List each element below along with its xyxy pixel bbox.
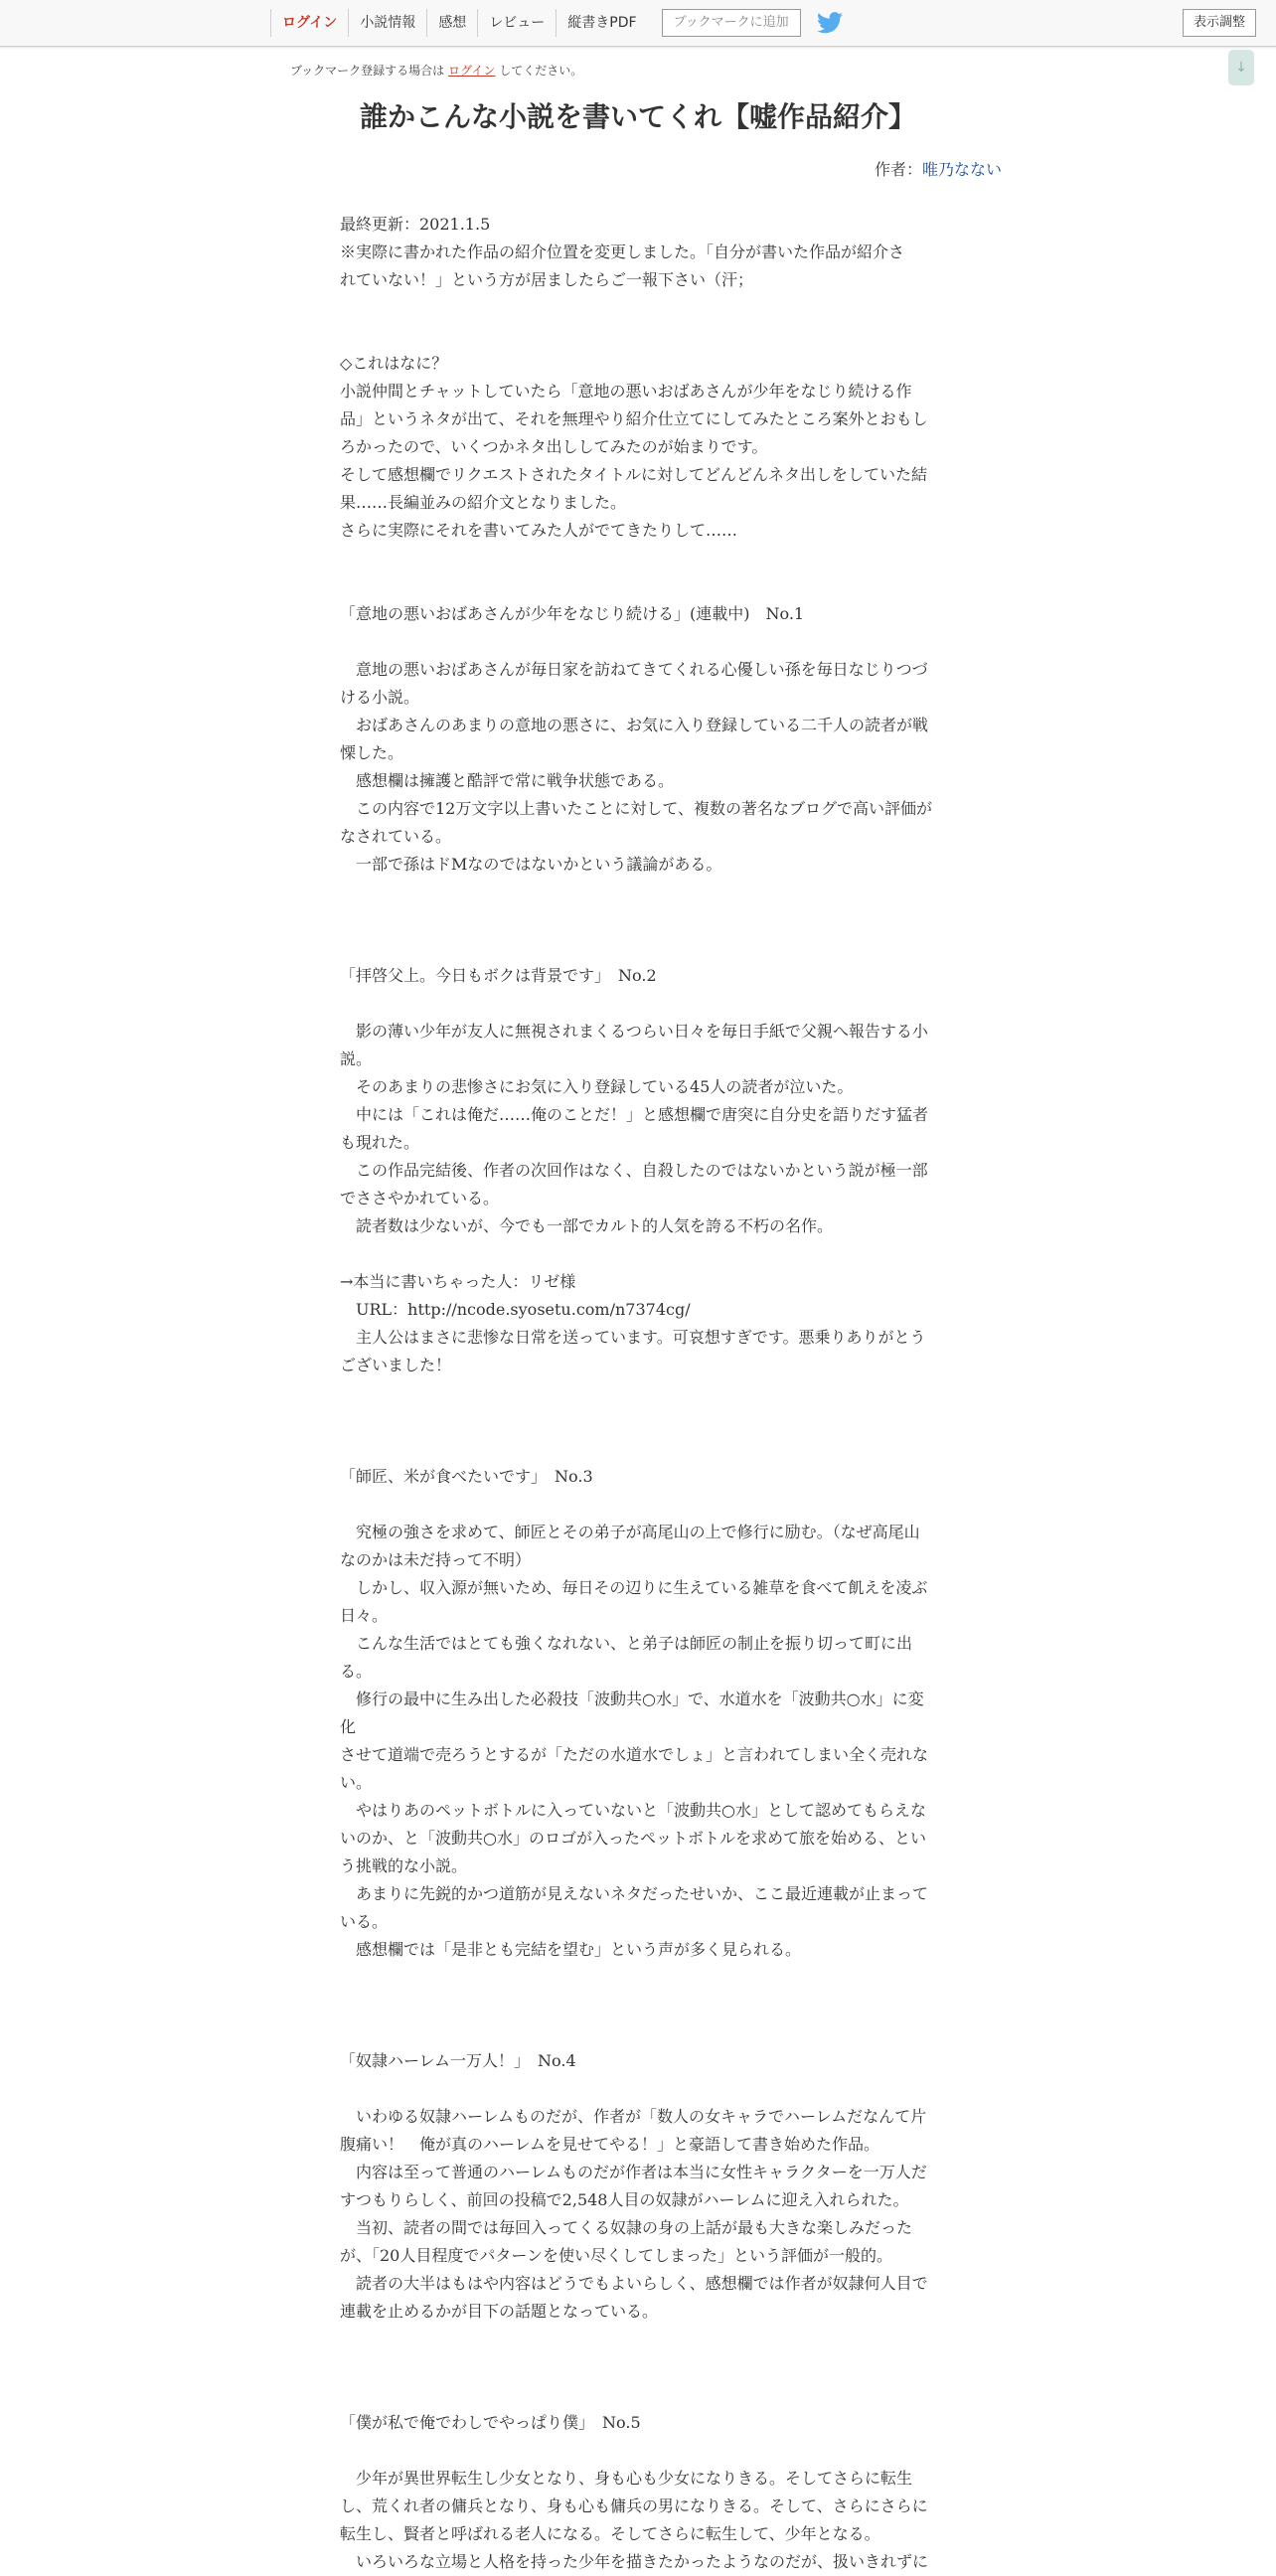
nav-menu (270, 9, 843, 37)
text-line: ございました！ (340, 1356, 452, 1374)
text-line (340, 322, 936, 350)
text-line: 究極の強さを求めて、師匠とその弟子が高尾山の上で修行に励む。（なぜ高尾山 (340, 1523, 920, 1541)
text-line: 転生し、賢者と呼ばれる老人になる。そしてさらに転生して、少年となる。 (340, 2524, 880, 2543)
text-line (340, 1240, 936, 1268)
text-line (340, 628, 936, 656)
text-line (340, 1491, 936, 1519)
text-line (340, 934, 936, 962)
text-line: こんな生活ではとても強くなれない、と弟子は師匠の制止を振り切って町に出 (340, 1634, 913, 1653)
text-line: し、荒くれ者の傭兵となり、身も心も傭兵の男になりきる。そして、さらにさらに (340, 2496, 928, 2515)
text-line: 当初、読者の間では毎回入ってくる奴隷の身の上話が最も大きな楽しみだった (340, 2218, 913, 2237)
text-line: 影の薄い少年が友人に無視されまくるつらい日々を毎日手紙で父親へ報告する小 (340, 1022, 928, 1041)
text-line: ※実際に書かれた作品の紹介位置を変更しました。「自分が書いた作品が紹介さ (340, 242, 905, 261)
top-navigation-bar (0, 0, 1276, 47)
text-line: いる。 (340, 1912, 389, 1931)
text-line (340, 879, 936, 906)
text-line: やはりあのペットボトルに入っていないと「波動共○水」として認めてもらえな (340, 1801, 926, 1820)
text-line: そのあまりの悲惨さにお気に入り登録している45人の読者が泣いた。 (340, 1077, 854, 1096)
text-line: そして感想欄でリクエストされたタイトルに対してどんどんネタ出しをしていた結 (340, 465, 928, 484)
notice-suffix: してください。 (499, 64, 583, 78)
text-line: 少年が異世界転生し少女となり、身も心も少女になりきる。そしてさらに転生 (340, 2469, 913, 2488)
text-line: 小説仲間とチャットしていたら「意地の悪いおばあさんが少年をなじり続ける作 (340, 382, 912, 401)
text-line: う挑戦的な小説。 (340, 1856, 468, 1875)
nav-vertical-pdf[interactable]: 縦書きPDF (556, 9, 647, 37)
text-line: 慄した。 (340, 743, 404, 762)
add-bookmark-button[interactable]: ブックマークに追加 (662, 9, 801, 37)
text-line: が、「20人目程度でパターンを使い尽くしてしまった」という評価が一般的。 (340, 2246, 893, 2265)
text-line: ける小説。 (340, 688, 420, 707)
text-line: いろいろな立場と人格を持った少年を描きたかったようなのだが、扱いきれずに (340, 2552, 929, 2571)
text-line: あまりに先鋭的かつ道筋が見えないネタだったせいか、ここ最近連載が止まって (340, 1884, 929, 1903)
text-line (340, 1407, 936, 1435)
text-line (340, 2353, 936, 2381)
nav-review[interactable]: レビュー (477, 9, 556, 37)
text-line: ◇これはなに？ (340, 354, 448, 373)
text-line: 中には「これは俺だ……俺のことだ！」と感想欄で唐突に自分史を語りだす猛者 (340, 1105, 929, 1124)
text-line: URL：http://ncode.syosetu.com/n7374cg/ (340, 1300, 691, 1319)
text-line: 最終更新：2021.1.5 (340, 215, 491, 234)
text-line: さらに実際にそれを書いてみた人がでてきたりして…… (340, 521, 738, 540)
text-line: い。 (340, 1773, 373, 1792)
text-line: 果……長編並みの紹介文となりました。 (340, 493, 627, 512)
text-line: 内容は至って普通のハーレムものだが作者は本当に女性キャラクターを一万人だ (340, 2163, 927, 2181)
text-line (340, 1435, 936, 1463)
text-line: ろかったので、いくつかネタ出ししてみたのが始まりです。 (340, 437, 768, 456)
author-link[interactable]: 唯乃なない (921, 160, 1002, 179)
text-line: る。 (340, 1662, 373, 1681)
text-line: れていない！」という方が居ましたらご一報下さい（汗； (340, 270, 754, 289)
text-line: いのか、と「波動共○水」のロゴが入ったペットボトルを求めて旅を始める、とい (340, 1829, 926, 1848)
text-line (340, 1964, 936, 1992)
text-line: 品」というネタが出て、それを無理やり紹介仕立てにしてみたところ案外とおもし (340, 409, 928, 428)
text-line: 「拝啓父上。今日もボクは背景です」 No.2 (340, 966, 657, 985)
text-line: なのかは未だ持って不明） (340, 1550, 532, 1569)
text-line: 感想欄は擁護と酷評で常に戦争状態である。 (340, 771, 675, 790)
text-line: 読者の大半はもはや内容はどうでもよいらしく、感想欄では作者が奴隷何人目で (340, 2274, 928, 2293)
author-label: 作者： (874, 160, 922, 179)
text-line (340, 906, 936, 934)
text-line: 「奴隷ハーレム一万人！」 No.4 (340, 2051, 576, 2070)
notice-prefix: ブックマーク登録する場合は (290, 64, 445, 78)
twitter-icon[interactable] (817, 12, 843, 34)
nav-novel-info[interactable]: 小説情報 (348, 9, 426, 37)
text-line: 意地の悪いおばあさんが毎日家を訪ねてきてくれる心優しい孫を毎日なじりつづ (340, 660, 928, 679)
text-line: なされている。 (340, 827, 452, 846)
text-line (340, 1992, 936, 2019)
text-line: おばあさんのあまりの意地の悪さに、お気に入り登録している二千人の読者が戦 (340, 716, 929, 734)
text-line: いわゆる奴隷ハーレムものだが、作者が「数人の女キャラでハーレムだなんて片 (340, 2107, 927, 2126)
text-line (340, 294, 936, 322)
text-line: 日々。 (340, 1606, 389, 1625)
text-line (340, 2019, 936, 2047)
text-line (340, 2437, 936, 2465)
text-line (340, 1379, 936, 1407)
text-line (340, 2075, 936, 2103)
text-line (340, 2326, 936, 2353)
novel-body (340, 211, 936, 2576)
text-line: も現れた。 (340, 1133, 420, 1152)
bookmark-notice (290, 62, 582, 79)
scroll-down-button[interactable]: ↓ (1228, 50, 1254, 85)
text-line: →本当に書いちゃった人：リゼ様 (340, 1272, 576, 1291)
text-line: させて道端で売ろうとするが「ただの水道水でしょ」と言われてしまい全く売れな (340, 1745, 929, 1764)
text-line: 感想欄では「是非とも完結を望む」という声が多く見られる。 (340, 1940, 802, 1959)
text-line: 「僕が私で俺でわしでやっぱり僕」 No.5 (340, 2413, 641, 2432)
text-line: 説。 (340, 1049, 373, 1068)
text-line: 「師匠、米が食べたいです」 No.3 (340, 1467, 593, 1486)
notice-login-link[interactable]: ログイン (448, 64, 496, 78)
text-line (340, 545, 936, 572)
author-line (875, 157, 1002, 180)
text-line: 主人公はまさに悲惨な日常を送っています。可哀想すぎです。悪乗りありがとう (340, 1328, 926, 1347)
text-line: この作品完結後、作者の次回作はなく、自殺したのではないかという説が極一部 (340, 1161, 928, 1180)
text-line: 修行の最中に生み出した必殺技「波動共○水」で、水道水を「波動共○水」に変化 (340, 1690, 924, 1736)
text-line: すつもりらしく、前回の投稿で2,548人目の奴隷がハーレムに迎え入れられた。 (340, 2190, 909, 2209)
text-line: 連載を止めるかが目下の話題となっている。 (340, 2302, 659, 2321)
text-line (340, 990, 936, 1018)
nav-impressions[interactable]: 感想 (426, 9, 477, 37)
text-line: この内容で12万文字以上書いたことに対して、複数の著名なブログで高い評価が (340, 799, 933, 818)
text-line: 読者数は少ないが、今でも一部でカルト的人気を誇る不朽の名作。 (340, 1216, 834, 1235)
nav-login[interactable]: ログイン (270, 9, 348, 37)
text-line: 一部で孫はドMなのではないかという議論がある。 (340, 855, 722, 874)
text-line: しかし、収入源が無いため、毎日その辺りに生えている雑草を食べて飢えを凌ぶ (340, 1578, 928, 1597)
text-line (340, 572, 936, 600)
page-title: 誰かこんな小説を書いてくれ【嘘作品紹介】 (359, 100, 916, 133)
text-line: でささやかれている。 (340, 1189, 500, 1208)
text-line: 腹痛い！ 俺が真のハーレムを見せてやる！」と豪語して書き始めた作品。 (340, 2135, 880, 2154)
text-line (340, 2381, 936, 2409)
text-line: 「意地の悪いおばあさんが少年をなじり続ける」(連載中) No.1 (340, 604, 805, 623)
display-settings-button[interactable]: 表示調整 (1183, 9, 1256, 37)
